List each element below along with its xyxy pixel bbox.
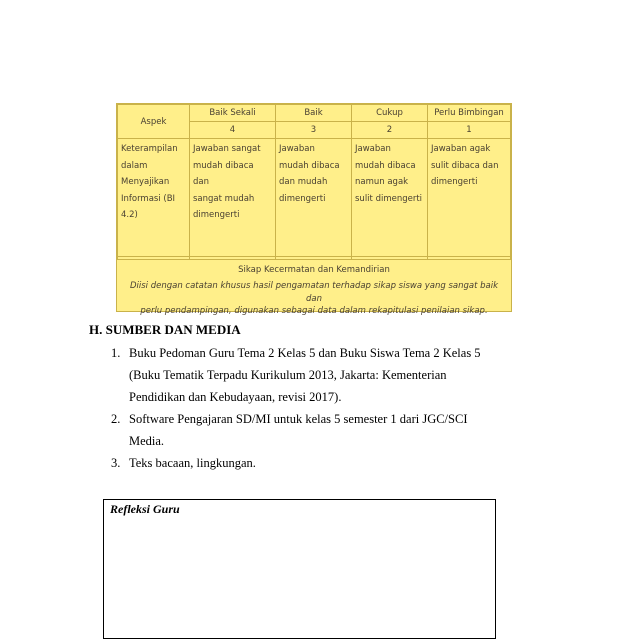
attitude-note-text bbox=[117, 280, 511, 318]
section-heading bbox=[89, 322, 241, 338]
descriptor-line: dimengerti bbox=[431, 177, 478, 187]
score-2: 2 bbox=[352, 122, 428, 139]
descriptor-perlu-bimbingan bbox=[428, 139, 511, 260]
aspect-line: dalam bbox=[121, 160, 148, 171]
list-item bbox=[111, 408, 511, 452]
descriptor-line: Jawaban agak bbox=[431, 144, 491, 154]
list-number: 3. bbox=[111, 456, 121, 470]
score-4: 4 bbox=[190, 122, 276, 139]
list-line: Buku Pedoman Guru Tema 2 Kelas 5 dan Buku Siswa Tema 2 Kelas 5 bbox=[129, 346, 481, 360]
descriptor-line: sangat mudah bbox=[193, 193, 255, 204]
list-line: Software Pengajaran SD/MI untuk kelas 5 semester 1 dari JGC/SCI bbox=[129, 412, 468, 426]
reflection-title: Refleksi Guru bbox=[110, 502, 180, 516]
teacher-reflection-box bbox=[103, 499, 496, 639]
level-header-cukup: Cukup bbox=[352, 105, 428, 122]
descriptor-line: Jawaban bbox=[279, 144, 315, 154]
score-1: 1 bbox=[428, 122, 511, 139]
section-letter: H. bbox=[89, 322, 103, 337]
aspect-cell bbox=[118, 139, 190, 260]
attitude-note bbox=[117, 256, 511, 318]
descriptor-line: mudah dibaca dan bbox=[193, 160, 254, 187]
list-line: Pendidikan dan Kebudayaan, revisi 2017). bbox=[129, 390, 342, 404]
descriptor-line: sulit dibaca dan bbox=[431, 160, 499, 171]
level-header-baik-sekali: Baik Sekali bbox=[190, 105, 276, 122]
list-item bbox=[111, 342, 511, 408]
aspect-header: Aspek bbox=[118, 105, 190, 139]
descriptor-line: dan mudah bbox=[279, 177, 328, 187]
aspect-line: Menyajikan bbox=[121, 177, 170, 187]
descriptor-baik-sekali bbox=[190, 139, 276, 260]
descriptor-line: namun agak bbox=[355, 177, 409, 187]
descriptor-line: mudah dibaca bbox=[279, 160, 340, 171]
descriptor-line: dimengerti bbox=[193, 210, 240, 220]
sources-list bbox=[111, 342, 511, 474]
descriptor-line: mudah dibaca bbox=[355, 160, 416, 171]
aspect-line: 4.2) bbox=[121, 210, 138, 220]
list-line: Teks bacaan, lingkungan. bbox=[129, 456, 256, 470]
level-header-perlu-bimbingan: Perlu Bimbingan bbox=[428, 105, 511, 122]
aspect-line: Keterampilan bbox=[121, 144, 178, 154]
aspect-line: Informasi (BI bbox=[121, 193, 176, 204]
assessment-rubric-table bbox=[116, 103, 512, 316]
descriptor-cukup bbox=[352, 139, 428, 260]
attitude-note-title: Sikap Kecermatan dan Kemandirian bbox=[238, 265, 390, 275]
descriptor-line: Jawaban bbox=[355, 144, 391, 154]
descriptor-line: Jawaban sangat bbox=[193, 144, 261, 154]
note-line: perlu pendampingan, digunakan sebagai data dalam rekapitulasi penilaian sikap. bbox=[140, 306, 488, 316]
score-3: 3 bbox=[276, 122, 352, 139]
section-title: SUMBER DAN MEDIA bbox=[105, 322, 241, 337]
list-item bbox=[111, 452, 511, 474]
list-number: 2. bbox=[111, 412, 121, 426]
descriptor-baik bbox=[276, 139, 352, 260]
descriptor-line: dimengerti bbox=[279, 193, 326, 204]
list-line: (Buku Tematik Terpadu Kurikulum 2013, Jakarta: Kementerian bbox=[129, 368, 447, 382]
level-header-baik: Baik bbox=[276, 105, 352, 122]
descriptor-line: sulit dimengerti bbox=[355, 193, 423, 204]
list-line: Media. bbox=[129, 434, 165, 448]
list-number: 1. bbox=[111, 346, 121, 360]
note-line: Diisi dengan catatan khusus hasil pengamatan terhadap sikap siswa yang sangat baik dan bbox=[129, 281, 499, 304]
